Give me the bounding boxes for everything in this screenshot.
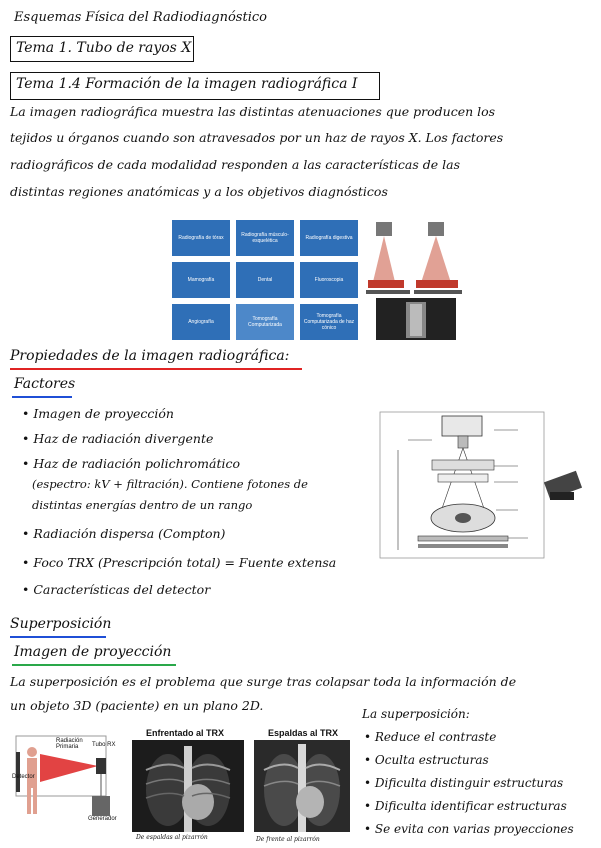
label-detector: Detector bbox=[12, 774, 35, 780]
effects-title: La superposición: bbox=[362, 707, 470, 721]
chest-xray-back bbox=[254, 740, 350, 832]
effect-item: • Dificulta distinguir estructuras bbox=[364, 776, 564, 790]
modality-tile: Dental bbox=[236, 262, 294, 298]
xray-title-front: Enfrentado al TRX bbox=[146, 728, 225, 738]
factor-item: • Imagen de proyección bbox=[22, 406, 174, 421]
factor-item: • Foco TRX (Prescripción total) = Fuente extensa bbox=[22, 555, 337, 570]
superposition-diagram bbox=[10, 730, 122, 822]
xray-caption-back: De frente al pizarrón bbox=[256, 836, 320, 843]
xray-setup-diagram bbox=[378, 410, 584, 560]
tema-title: Tema 1. Tubo de rayos X bbox=[16, 40, 192, 56]
xray-title-back: Espaldas al TRX bbox=[268, 728, 339, 738]
imagen-proyeccion-title: Imagen de proyección bbox=[14, 644, 172, 660]
modality-tile: Tomografía Computarizada de haz cónico bbox=[300, 304, 358, 340]
effect-item: • Oculta estructuras bbox=[364, 753, 489, 767]
superposicion-title: Superposición bbox=[10, 616, 112, 632]
label-generador: Generador bbox=[88, 816, 117, 822]
propiedades-underline bbox=[10, 368, 302, 370]
chest-xray-front bbox=[132, 740, 244, 832]
modality-tile: Tomografía Computarizada bbox=[236, 304, 294, 340]
factor-item: • Características del detector bbox=[22, 582, 211, 597]
factores-title: Factores bbox=[14, 376, 76, 392]
modality-grid bbox=[172, 220, 362, 342]
modality-tile: Radiografía digestiva bbox=[300, 220, 358, 256]
modality-tile: Mamografía bbox=[172, 262, 230, 298]
effect-item: • Dificulta identificar estructuras bbox=[364, 799, 567, 813]
factor-item: (espectro: kV + filtración). Contiene fotones de bbox=[32, 477, 308, 491]
tube-beam-illustration bbox=[366, 218, 466, 342]
factor-item: • Haz de radiación polichromático bbox=[22, 456, 240, 471]
subtema-title: Tema 1.4 Formación de la imagen radiográfica I bbox=[16, 76, 358, 92]
modality-tile: Fluoroscopia bbox=[300, 262, 358, 298]
modality-tile: Radiografía músculo-esquelética bbox=[236, 220, 294, 256]
intro-line-4: distintas regiones anatómicas y a los objetivos diagnósticos bbox=[10, 184, 388, 199]
factor-item: • Radiación dispersa (Compton) bbox=[22, 526, 226, 541]
factores-underline bbox=[12, 396, 72, 398]
intro-line-2: tejidos u órganos cuando son atravesados por un haz de rayos X. Los factores bbox=[10, 130, 504, 145]
effect-item: • Reduce el contraste bbox=[364, 730, 497, 744]
intro-line-1: La imagen radiográfica muestra las distintas atenuaciones que producen los bbox=[10, 104, 496, 119]
superposicion-underline bbox=[10, 636, 106, 638]
xray-caption-front: De espaldas al pizarrón bbox=[136, 834, 208, 841]
intro-line-3: radiográficos de cada modalidad responden a las características de las bbox=[10, 157, 460, 172]
superposicion-line-2: un objeto 3D (paciente) en un plano 2D. bbox=[10, 698, 264, 713]
superposicion-line-1: La superposición es el problema que surge tras colapsar toda la información de bbox=[10, 674, 517, 689]
effect-item: • Se evita con varias proyecciones bbox=[364, 822, 574, 836]
page-header: Esquemas Física del Radiodiagnóstico bbox=[14, 10, 267, 25]
propiedades-title: Propiedades de la imagen radiográfica: bbox=[10, 348, 290, 364]
factor-item: • Haz de radiación divergente bbox=[22, 431, 214, 446]
modality-tile: Angiografía bbox=[172, 304, 230, 340]
modality-tile: Radiografía de tórax bbox=[172, 220, 230, 256]
factor-item: distintas energías dentro de un rango bbox=[32, 498, 253, 512]
label-tubo: Tubo RX bbox=[92, 742, 116, 748]
imagen-proyeccion-underline bbox=[12, 664, 176, 666]
label-radiacion: Radiación Primaria bbox=[56, 738, 83, 750]
